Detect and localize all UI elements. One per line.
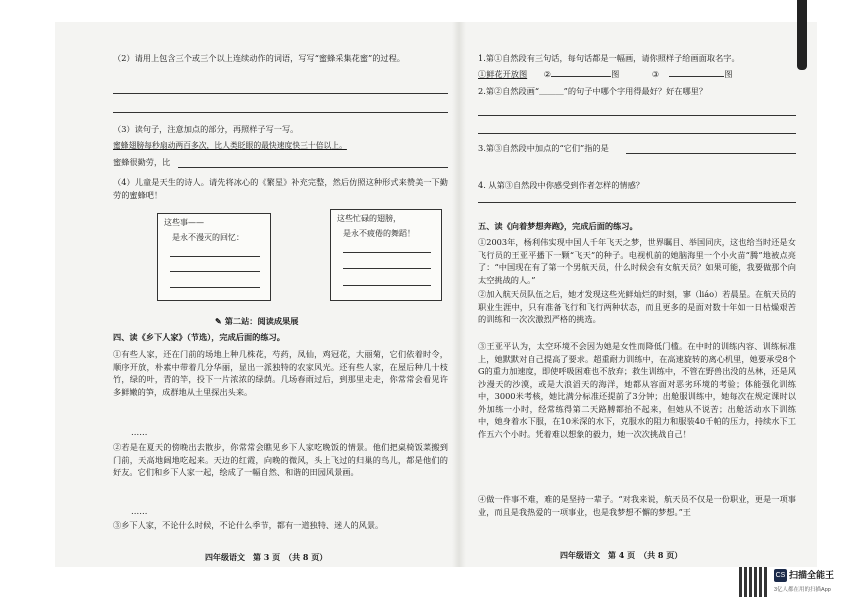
poem-box-left [157,213,271,301]
watermark-subtitle: 3亿人都在用的扫描App [774,587,831,593]
passage5-paragraph-1: ①2003年，杨利伟实现中国人千年飞天之梦，世界瞩目、举国同庆，这也给当时还是女飞行员的王亚平播下一颗“飞天”的种子。电视机前的她脑海里一个小火苗“腾”地被点亮了：“中国现在有了第一个男航天员，什么时候会有女航天员？如果可能，我要做那个向太空挑战的人。” [478,237,796,285]
page-4 [478,22,803,567]
page-3 [105,22,452,567]
example-sentence: 蜜蜂翅膀每秒扇动两百多次，比人类眨眼的最快速度快三十倍以上。 [113,141,347,150]
page-fold [452,22,466,567]
passage5-paragraph-2: ②加入航天员队伍之后，她才发现这些光鲜灿烂的时刻，寥（liáo）若晨星。在航天员的职业生涯中，只有准备飞行和飞行两种状态，而且更多的是面对数十年如一日枯燥艰苦的训练和一次次激烈严格的挑选。 [478,289,796,324]
camscanner-logo-icon: CS [774,569,787,582]
question-r3: 3.第③自然段中加点的“它们”指的是 [478,143,609,153]
margin-strip [817,0,860,608]
passage5-paragraph-3: ③王亚平认为，太空环境不会因为她是女性而降低门槛。在中时的训练内容、训练标准上，她默默对自己提高了要求。超重耐力训练中，在高速旋转的离心机里，她要承受8个G的重力加速度，即使呼吸困难也不放弃；救生训练中，不管在野兽出没的丛林，还是风沙漫天的沙漠，或是大浪滔天的海洋，她都从容面对恶劣环境的考验；体能强化训练中，3000米考核，她比满分标准还提前了3分钟；出舱服训练中，她每次在规定课时以外加练一小时，经常练得第二天路膊都抬不起来，但她从不说苦；出舱活动水下训练中，她身着水下服，在10米深的水下，克服水的阻力和服装40千帕的压力，持续水下工作五六个小时。凭着难以想象的毅力，她一次次挑战自己！ [478,341,796,439]
answer-line [170,271,260,272]
poem-line: 这些忙碌的翅膀， [337,214,401,223]
watermark-title: 扫描全能王 [789,570,835,580]
camscanner-watermark [734,565,854,605]
poem-line: 是永不漫灭的回忆： [172,233,244,242]
answer-line [170,287,260,288]
question-r4: 4. 从第③自然段中你感受到作者怎样的情感？ [478,180,644,190]
poem-box-right [330,209,442,301]
answer-line [170,256,260,257]
answer-line [478,202,796,203]
name-blank-3[interactable] [669,76,724,77]
ellipsis: …… [131,427,148,437]
name-blank-1[interactable]: ①鲜花开放图 [478,69,528,79]
section-4-title: 四、读《乡下人家》（节选），完成后面的练习。 [113,332,285,342]
page-footer: 四年级语文 第 3 页 （共 8 页） [205,552,328,562]
answer-line [113,112,448,113]
answer-line [343,252,431,253]
answer-line [478,115,796,116]
question-r2: 2.第②自然段画“＿＿＿”的句子中哪个字用得最好？好在哪里？ [478,86,708,96]
answer-line [343,285,431,286]
name-blank-2[interactable] [551,76,611,77]
passage-paragraph-1: ①有些人家，还在门前的场地上种几株花，芍药，凤仙，鸡冠花，大丽菊，它们依着时令，顺序开放，朴素中带着几分华丽，显出一派独特的农家风光。还有些人家，在屋后种几十枝竹，绿的叶，青的竿，投下一片浓浓的绿荫。几场春雨过后，到那里走走，你常常会看见许多鲜嫩的笋，成群地从土里探出头来。 [113,349,448,397]
question-3: （3）读句子，注意加点的部分，再照样子写一写。 [113,124,299,134]
question-r1: 1.第①自然段有三句话，每句话都是一幅画，请你照样子给画面取名字。 [478,53,740,63]
question-4: （4）儿童是天生的诗人。请先将冰心的《繁星》补充完整，然后仿照这种形式来赞美一下勤劳的蜜蜂吧！ [113,177,448,200]
page-footer: 四年级语文 第 4 页 （共 8 页） [560,550,683,560]
imitation-prompt: 蜜蜂很勤劳，比 [113,157,171,167]
ellipsis: …… [131,506,148,516]
answer-line [478,133,796,134]
answer-line [626,153,796,154]
poem-line: 是永不疲倦的舞蹈！ [343,229,415,238]
answer-line [113,93,448,94]
station-heading: ✎ 第二站：阅读成果展 [215,316,299,326]
answer-line [343,268,431,269]
poem-line: 这些事—— [164,218,204,227]
section-5-title: 五、读《向着梦想奔跑》，完成后面的练习。 [478,221,638,231]
book-icon: ✎ [215,316,225,326]
answer-line [178,167,448,168]
qr-code-icon [739,567,769,597]
picture-names: ①鲜花开放图 ② 图 ③ 图 [478,69,733,79]
passage-paragraph-2: ②若是在夏天的傍晚出去散步，你常常会瞧见乡下人家吃晚饭的情景。他们把桌椅饭菜搬到门前，天高地阔地吃起来。天边的红霞，向晚的微风，头上飞过的归巢的鸟儿，都是他们的好友。它们和乡下人家一起，绘成了一幅自然、和谐的田园风景画。 [113,442,448,477]
passage5-paragraph-4: ④做一件事不难，难的是坚持一辈子。“对我来说，航天员不仅是一份职业，更是一项事业，而且是我热爱的一项事业，也是我梦想不懈的梦想。”王 [478,494,796,517]
passage-paragraph-3: ③乡下人家，不论什么时候，不论什么季节，都有一道独特、迷人的风景。 [113,520,384,530]
question-2: （2）请用上包含三个或三个以上连续动作的词语，写写“蜜蜂采集花蜜”的过程。 [113,53,405,63]
